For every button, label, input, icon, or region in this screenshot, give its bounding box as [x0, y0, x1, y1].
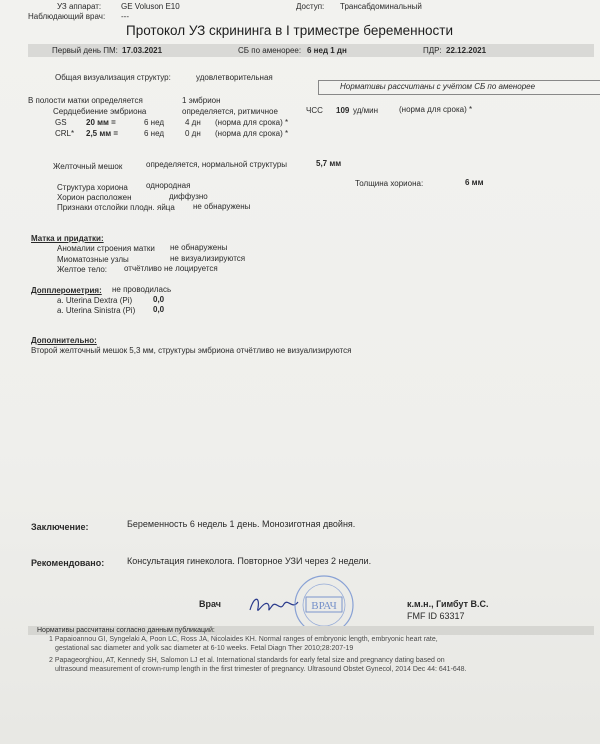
norms-note: Нормативы рассчитаны с учётом СБ по аменорее — [340, 82, 536, 91]
gs-norm: (норма для срока) * — [215, 118, 289, 127]
chorion-detach-value: не обнаружены — [193, 202, 251, 211]
conclusion-text: Беременность 6 недель 1 день. Монозиготная двойня. — [127, 519, 356, 529]
hr-label: ЧСС — [306, 106, 323, 115]
heart-label: Сердцебиение эмбриона — [53, 107, 147, 116]
gs-name: GS — [55, 118, 67, 127]
heart-value: определяется, ритмичное — [182, 107, 278, 116]
hr-unit: уд/мин — [353, 106, 379, 115]
crl-norm: (норма для срока) * — [215, 129, 289, 138]
myoma-label: Миоматозные узлы — [57, 255, 129, 264]
crl-name: CRL* — [55, 129, 75, 138]
doctor-value: --- — [121, 12, 129, 21]
edd-label: ПДР: — [423, 46, 442, 55]
hr-norm: (норма для срока) * — [399, 105, 473, 114]
conclusion-label: Заключение: — [31, 522, 89, 532]
ga-value: 6 нед 1 дн — [307, 46, 347, 55]
additional-heading: Дополнительно: — [31, 336, 97, 345]
uterina-sinistra-value: 0,0 — [153, 305, 165, 314]
stamp-text: ВРАЧ — [311, 600, 337, 612]
doctor-label: Наблюдающий врач: — [28, 12, 106, 21]
hr-value: 109 — [336, 106, 350, 115]
chorion-position-value: диффузно — [169, 192, 208, 201]
crl-value: 2,5 мм = — [86, 129, 119, 138]
uterina-dextra-label: a. Uterina Dextra (Pi) — [57, 296, 133, 305]
doppler-status: не проводилась — [112, 285, 172, 294]
chorion-structure-label: Структура хориона — [57, 183, 128, 192]
recommended-text: Консультация гинеколога. Повторное УЗИ через 2 недели. — [127, 556, 372, 566]
ref2-line2: ultrasound measurement of crown-rump length in the first trimester of pregnancy. Ultrasound Obstet Gynecol, 2014 Dec 44: 641-648. — [55, 666, 467, 673]
fmf-id: FMF ID 63317 — [407, 611, 465, 621]
corpus-luteum-value: отчётливо не лоцируется — [124, 264, 218, 273]
ref1-line1: 1 Papaioannou GI, Syngelaki A, Poon LC, Ross JA, Nicolaides KH. Normal ranges of embryonic length, embryonic heart rate, — [49, 636, 438, 643]
access-value: Трансабдоминальный — [340, 2, 422, 11]
uterina-sinistra-label: a. Uterina Sinistra (Pi) — [57, 306, 136, 315]
yolk-label: Желточный мешок — [53, 162, 123, 171]
additional-text: Второй желточный мешок 5,3 мм, структуры эмбриона отчётливо не визуализируются — [31, 346, 352, 355]
crl-weeks: 6 нед — [144, 129, 165, 138]
lmp-label: Первый день ПМ: — [52, 46, 118, 55]
lmp-value: 17.03.2021 — [122, 46, 163, 55]
chorion-thickness-label: Толщина хориона: — [355, 179, 424, 188]
corpus-luteum-label: Желтое тело: — [57, 265, 108, 274]
uterus-label: В полости матки определяется — [28, 96, 143, 105]
page-title: Протокол УЗ скрининга в I триместре беременности — [126, 23, 454, 38]
gs-days: 4 дн — [185, 118, 201, 127]
yolk-value: определяется, нормальной структуры — [146, 160, 288, 169]
ga-label: СБ по аменорее: — [238, 46, 302, 55]
anomalies-label: Аномалии строения матки — [57, 244, 155, 253]
doctor-sign-label: Врач — [199, 599, 222, 609]
myoma-value: не визуализируются — [170, 254, 246, 263]
device-label: УЗ аппарат: — [57, 2, 102, 11]
yolk-size: 5,7 мм — [316, 159, 342, 168]
chorion-position-label: Хорион расположен — [57, 193, 132, 202]
visual-value: удовлетворительная — [196, 73, 273, 82]
footnotes-heading: Нормативы рассчитаны согласно данным публикаций: — [37, 627, 215, 634]
chorion-detach-label: Признаки отслойки плодн. яйца — [57, 203, 175, 212]
gs-weeks: 6 нед — [144, 118, 165, 127]
access-label: Доступ: — [296, 2, 325, 11]
ref2-line1: 2 Papageorghiou, AT, Kennedy SH, Salomon LJ et al. International standards for early fetal size and pregnancy dating based on — [49, 657, 445, 664]
uterus-adnexa-heading: Матка и придатки: — [31, 234, 104, 243]
chorion-structure-value: однородная — [146, 181, 191, 190]
edd-value: 22.12.2021 — [446, 46, 487, 55]
anomalies-value: не обнаружены — [170, 243, 228, 252]
chorion-thickness-value: 6 мм — [465, 178, 484, 187]
gs-value: 20 мм = — [86, 118, 116, 127]
uterina-dextra-value: 0,0 — [153, 295, 165, 304]
recommended-label: Рекомендовано: — [31, 558, 105, 568]
doctor-name: к.м.н., Гимбут В.С. — [407, 599, 489, 609]
crl-days: 0 дн — [185, 129, 201, 138]
visual-label: Общая визуализация структур: — [55, 73, 171, 82]
doppler-heading: Допплерометрия: — [31, 286, 102, 295]
uterus-value: 1 эмбрион — [182, 96, 221, 105]
device-value: GE Voluson E10 — [121, 2, 180, 11]
ref1-line2: gestational sac diameter and yolk sac diameter at 6-10 weeks. Fetal Diagn Ther 2010;28:207-19 — [55, 645, 354, 652]
